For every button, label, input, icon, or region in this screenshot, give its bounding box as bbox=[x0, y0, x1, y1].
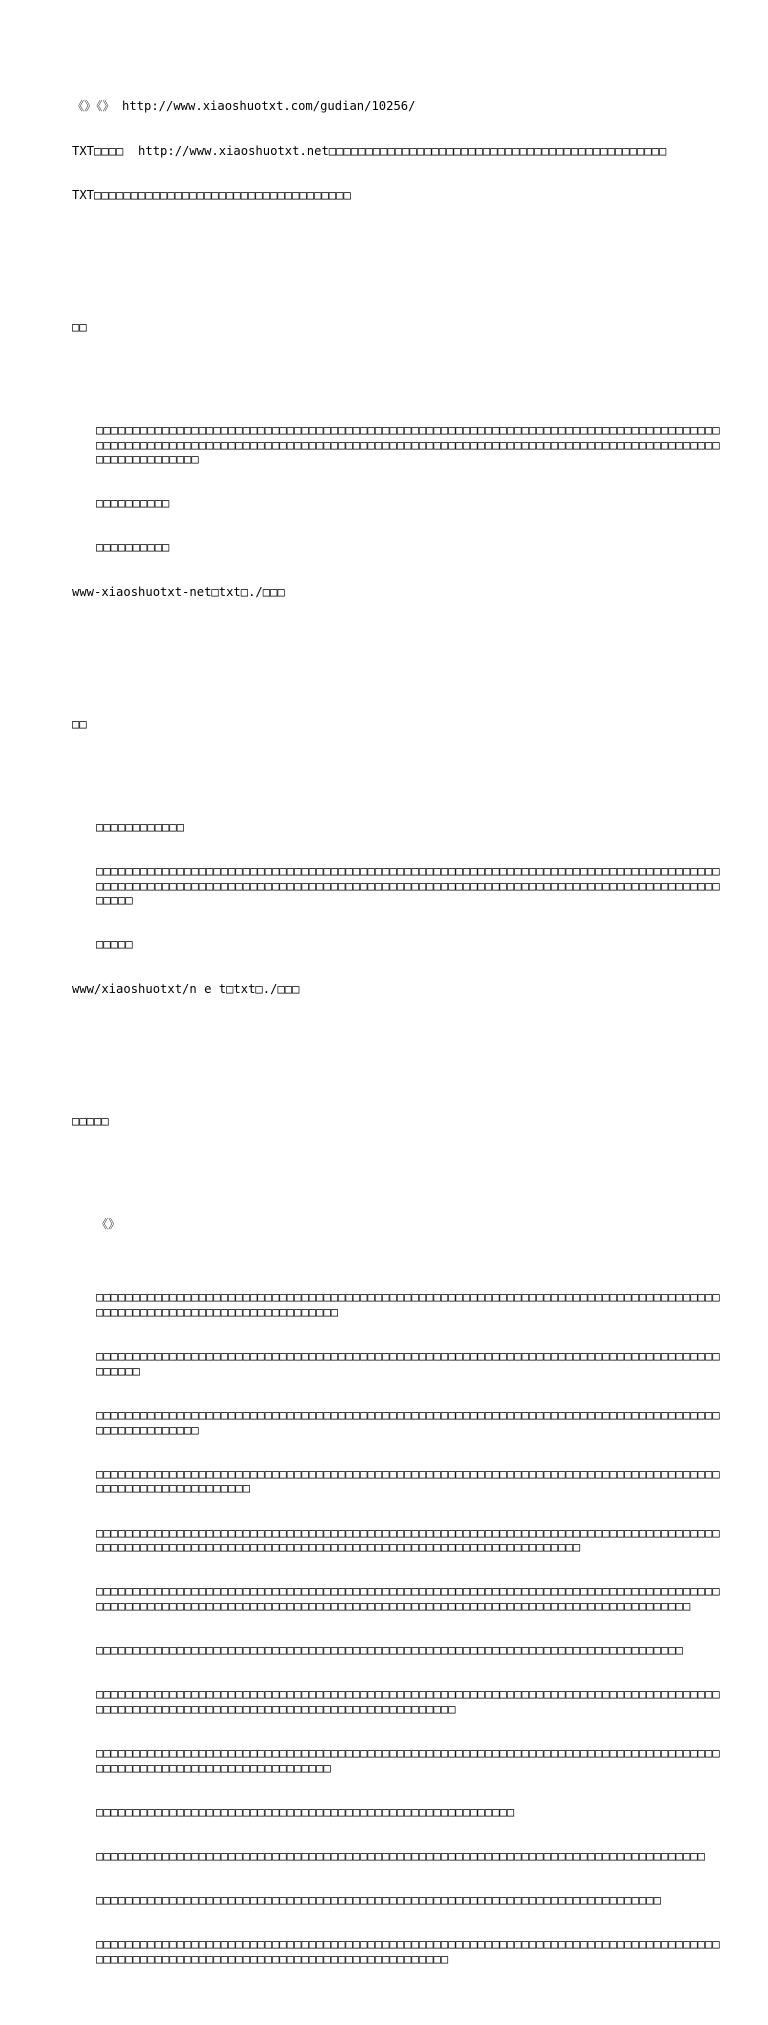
paragraph: □□□□□□□□□□ bbox=[96, 496, 170, 511]
document-text bbox=[72, 70, 722, 2025]
paragraph: □□□□□□□□□□□□□□□□□□□□□□□□□□□□□□□□□□□□□□□□□□□□□□□□□□□□□□□□□□□□□□□□□□□□□□□□□□□□□□□□□□□□□□□□□□□□□□□□□□□□□□□□□□□□□□□□□□□□□□□□□□□□□□□□□□□□□□□□□□□□□□□□□□□□□□□□□□□□□□□□□□□□□□□□□□□□□□□□□□□□□□□□ bbox=[96, 422, 720, 467]
spacer bbox=[72, 364, 722, 393]
paragraph: □□□□□□□□□□□□□□□□□□□□□□□□□□□□□□□□□□□□□□□□□□□□□□□□□□□□□□□□□□□□□□□□□□□□□□□□□□□□□□□□□□□□□□□□□□□□□□□□□□□□□□□□□□ bbox=[96, 1466, 720, 1496]
section-heading: □□ bbox=[72, 716, 87, 731]
spacer bbox=[72, 246, 722, 290]
paragraph: □□□□□□□□□□□□□□□□□□□□□□□□□□□□□□□□□□□□□□□□□□□□□□□□□□□□□□□□□□□□□□□□□□□□□□□□□□□□□□□□□□□□□□□□□□□□□□□□□□□□□□□□□□□□□□□□□□□□□□□□□□□□□□□□□□□□□□ bbox=[96, 1687, 720, 1716]
spacer bbox=[72, 1040, 722, 1084]
chapter-body bbox=[72, 1261, 722, 1996]
watermark-url: www/xiaoshuotxt/n e t□txt□./□□□ bbox=[72, 981, 300, 996]
paragraph: □□□□□□□□□□□□□□□□□□□□□□□□□□□□□□□□□□□□□□□□□□□□□□□□□□□□□□□□□□□□□□□□□□□□□□□□□□□□□□□□□□□□□□□□□□□□□□□□□□□□□□□□□□□□□□□□□□□□□□ bbox=[96, 1290, 720, 1319]
paragraph: □□□□□□□□□□□□□□□□□□□□□□□□□□□□□□□□□□□□□□□□□□□□□□□□□□□□□□□□□□□□□□□□□□□□□□□□□□□□□□□□ bbox=[96, 1643, 683, 1658]
site-notice-line-2: TXT□□□□□□□□□□□□□□□□□□□□□□□□□□□□□□□□□□□ bbox=[72, 187, 351, 202]
paragraph: □□□□□□□□□□□□□□□□□□□□□□□□□□□□□□□□□□□□□□□□□□□□□□□□□□□□□□□□□ bbox=[96, 1804, 515, 1819]
paragraph: □□□□□□□□□□□□□□□□□□□□□□□□□□□□□□□□□□□□□□□□□□□□□□□□□□□□□□□□□□□□□□□□□□□□□□□□□□□□□□□□□□□□□□□□□□□□□□□□□□□□□□□□□□□□□□□□□□□□□□□□□□□□□□□□□□□□□□□□□□□□□□□□□□□□□□□ bbox=[96, 1525, 720, 1555]
source-url-line: 《》《》 http://www.xiaoshuotxt.com/gudian/10256/ bbox=[72, 99, 416, 114]
paragraph: □□□□□□□□□□□□□□□□□□□□□□□□□□□□□□□□□□□□□□□□□□□□□□□□□□□□□□□□□□□□□□□□□□□□□□□□□□□□□□□□□□□ bbox=[96, 1848, 706, 1863]
site-notice-line: TXT□□□□ http://www.xiaoshuotxt.net□□□□□□□□□□□□□□□□□□□□□□□□□□□□□□□□□□□□□□□□□□□□□□ bbox=[72, 143, 667, 158]
paragraph: □□□□□□□□□□□□□□□□□□□□□□□□□□□□□□□□□□□□□□□□□□□□□□□□□□□□□□□□□□□□□□□□□□□□□□□□□□□□□ bbox=[96, 1893, 661, 1908]
spacer bbox=[72, 643, 722, 687]
paragraph: □□□□□ bbox=[96, 937, 133, 952]
paragraph: □□□□□□□□□□□□□□□□□□□□□□□□□□□□□□□□□□□□□□□□□□□□□□□□□□□□□□□□□□□□□□□□□□□□□□□□□□□□□□□□□□□□□□□□□□□□□□□□□□□□□□□□□□□□□□□□□□□□□□□□□□□□□□□□□□□□□□□□□□□□□□□□□□□□□□□□□□□□□□□□□□□□□□□□□□□□□□□ bbox=[96, 863, 720, 908]
chapter-title: 《》 bbox=[96, 1216, 121, 1231]
watermark-url: www-xiaoshuotxt-net□txt□./□□□ bbox=[72, 584, 285, 599]
paragraph: □□□□□□□□□□□□ bbox=[96, 819, 185, 834]
paragraph: □□□□□□□□□□□□□□□□□□□□□□□□□□□□□□□□□□□□□□□□□□□□□□□□□□□□□□□□□□□□□□□□□□□□□□□□□□□□□□□□□□□□□□□□□□□□□□□□□□□□□□□□□□□□□□□□□□□□□□□□□□□□□□□□□□□□□□□□□□□□□□□□□□□□□□□□□□□□□□□□□□□□□□ bbox=[96, 1584, 720, 1614]
paragraph: □□□□□□□□□□□□□□□□□□□□□□□□□□□□□□□□□□□□□□□□□□□□□□□□□□□□□□□□□□□□□□□□□□□□□□□□□□□□□□□□□□□□□□□□□□□□□□□□□□□□□□□□□□□□□□□□□□□□□□□□□□□□□□□□□□□□□ bbox=[96, 1937, 720, 1966]
section-heading: □□□□□ bbox=[72, 1113, 109, 1128]
paragraph: □□□□□□□□□□□□□□□□□□□□□□□□□□□□□□□□□□□□□□□□□□□□□□□□□□□□□□□□□□□□□□□□□□□□□□□□□□□□□□□□□□□□□□□□□□□□□□□□□□□□□□□□□□□□□□□□□□□□□ bbox=[96, 1746, 720, 1775]
paragraph: □□□□□□□□□□□□□□□□□□□□□□□□□□□□□□□□□□□□□□□□□□□□□□□□□□□□□□□□□□□□□□□□□□□□□□□□□□□□□□□□□□□□□□□□□□□ bbox=[96, 1349, 720, 1378]
paragraph: □□□□□□□□□□□□□□□□□□□□□□□□□□□□□□□□□□□□□□□□□□□□□□□□□□□□□□□□□□□□□□□□□□□□□□□□□□□□□□□□□□□□□□□□□□□□□□□□□□□ bbox=[96, 1407, 720, 1437]
spacer bbox=[72, 1158, 722, 1187]
section-heading: □□ bbox=[72, 319, 87, 334]
spacer bbox=[72, 761, 722, 790]
paragraph: □□□□□□□□□□ bbox=[96, 540, 170, 555]
